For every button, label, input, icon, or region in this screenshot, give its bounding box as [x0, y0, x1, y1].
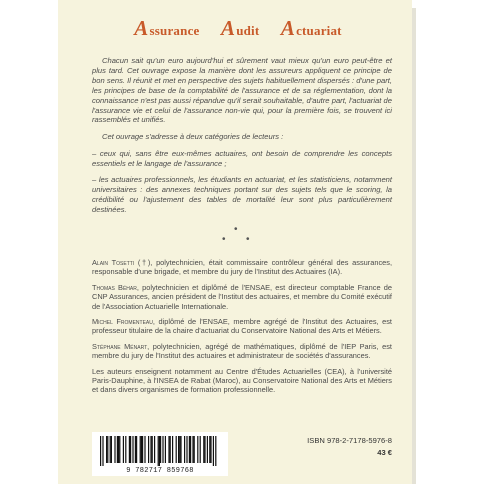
author-name: Stéphane Ménart — [92, 341, 148, 351]
barcode-bar — [130, 436, 131, 463]
barcode-bar — [154, 436, 155, 463]
barcode-bar — [162, 436, 163, 463]
barcode — [92, 432, 228, 476]
author-bio — [92, 258, 392, 277]
author-description: , polytechnicien et diplômé de l'ENSAE, est directeur comptable France de CNP Assurances, ancien président de l'Institut des actuaires, et membre du Comité exécutif de l'Association Actuarielle Internationale. — [92, 282, 392, 311]
book-back-cover — [58, 0, 412, 484]
separator-dot: • — [222, 234, 226, 245]
series-title — [58, 16, 412, 41]
author-bios — [92, 258, 392, 401]
barcode-bar — [132, 436, 133, 463]
author-name: Michel Fromenteau — [92, 317, 153, 327]
barcode-bar — [136, 436, 137, 463]
barcode-bar — [165, 436, 166, 463]
barcode-bar — [204, 436, 205, 463]
barcode-bar — [213, 436, 214, 466]
author-bio — [92, 317, 392, 336]
barcode-bar — [170, 436, 171, 463]
barcode-number: 9 782717 859768 — [126, 467, 194, 475]
barcode-bar — [172, 436, 173, 463]
author-description: , polytechnicien, était commissaire contrôleur général des assurances, responsable d'une brigade, et membre du jury de l'Institut des Actuaires (IA). — [92, 258, 393, 277]
barcode-bar — [176, 436, 177, 463]
author-name: Thomas Béhar — [92, 282, 137, 292]
price-label: 43 € — [377, 448, 392, 457]
author-bio — [92, 283, 392, 311]
barcode-bar — [179, 436, 180, 463]
barcode-bar — [129, 436, 130, 463]
barcode-bar — [160, 436, 161, 463]
intro-list-item: – les actuaires professionnels, les étudiants en actuariat, et les statisticiens, notamment universitaires : des annexes techniques portant sur des sujets tels que le scoring, la crédibilité ou l'ajustement des tables de mortalité leur sont plus particulièrement destinées. — [92, 175, 392, 214]
barcode-bar — [178, 436, 179, 463]
separator-dot: • — [234, 224, 238, 235]
barcode-bar — [102, 436, 103, 466]
barcode-bars — [98, 436, 222, 466]
author-bio — [92, 342, 392, 361]
barcode-bar — [106, 436, 107, 463]
author-name: Alain Tosetti (†) — [92, 258, 151, 267]
barcode-bar — [148, 436, 149, 463]
author-description: , diplômé de l'ENSAE, membre agrégé de l'Institut des Actuaires, est professeur titulaire de la chaire d'actuariat du Conservatoire National des Arts et Métiers. — [92, 317, 392, 336]
barcode-bar — [107, 436, 108, 463]
barcode-bar — [125, 436, 126, 463]
barcode-bar — [210, 436, 211, 463]
barcode-bar — [215, 436, 216, 466]
barcode-bar — [140, 436, 141, 463]
barcode-bar — [150, 436, 151, 463]
barcode-bar — [189, 436, 190, 463]
barcode-bar — [100, 436, 101, 466]
cover-edge-shadow — [412, 8, 416, 484]
isbn-number: ISBN 978-2-7178-5976-8 — [307, 436, 392, 445]
authors-teaching-note: Les auteurs enseignent notamment au Centre d'Études Actuarielles (CEA), à l'université Paris-Dauphine, à l'INSEA de Rabat (Maroc), au Conservatoire National des Arts et Métiers et dans divers organismes de formation professionnelle. — [92, 366, 392, 395]
author-description: , polytechnicien, agrégé de mathématiques, diplômé de l'IEP Paris, est membre du jury de l'Institut des actuaires et administrateur de sociétés d'assurances. — [92, 341, 392, 361]
barcode-bar — [110, 436, 111, 463]
barcode-bar — [209, 436, 210, 463]
barcode-bar — [168, 436, 169, 463]
barcode-bar — [159, 436, 160, 466]
barcode-bar — [114, 436, 115, 463]
barcode-bar — [111, 436, 112, 463]
intro-paragraph: Cet ouvrage s'adresse à deux catégories de lecteurs : — [102, 132, 284, 142]
barcode-bar — [180, 436, 181, 463]
intro-list-item: – ceux qui, sans être eux-mêmes actuaires, ont besoin de comprendre les concepts essentiels et le langage de l'assurance ; — [92, 149, 392, 169]
barcode-bar — [192, 436, 193, 463]
barcode-bar — [144, 436, 145, 463]
barcode-bar — [197, 436, 198, 463]
series-word-audit: Audit — [220, 16, 260, 40]
barcode-bar — [203, 436, 204, 463]
barcode-bar — [194, 436, 195, 463]
intro-paragraph: Chacun sait qu'un euro aujourd'hui et sûrement vaut mieux qu'un euro peut-être et plus tard. Cet ouvrage expose la manière dont les assureurs appliquent ce principe de bon sens. Il réunit et met en perspective des sujets habituellement dispersés : d'une part, les principes de base de la comptabilité de l'assurance et de sa réglementation, dont la connaissance n'est pas aussi répandue qu'il serait souhaitable, d'autre part, l'actuariat de l'assurance vie et celui de l'assurance non-vie qui, pour la première fois, se trouvent ici rassemblés et unifiés. — [92, 56, 392, 125]
series-word-assurance: Assurance — [134, 16, 200, 40]
barcode-bar — [186, 436, 187, 463]
series-word-actuariat: Actuariat — [280, 16, 342, 40]
separator-dot: • — [246, 234, 250, 245]
barcode-bar — [190, 436, 191, 463]
intro-text — [92, 56, 392, 221]
barcode-bar — [118, 436, 119, 463]
barcode-bar — [141, 436, 142, 463]
barcode-bar — [135, 436, 136, 463]
barcode-bar — [158, 436, 159, 466]
barcode-bar — [119, 436, 120, 463]
barcode-bar — [152, 436, 153, 463]
barcode-bar — [117, 436, 118, 463]
barcode-bar — [200, 436, 201, 463]
barcode-bar — [123, 436, 124, 463]
barcode-bar — [142, 436, 143, 463]
barcode-bar — [184, 436, 185, 463]
barcode-bar — [207, 436, 208, 463]
